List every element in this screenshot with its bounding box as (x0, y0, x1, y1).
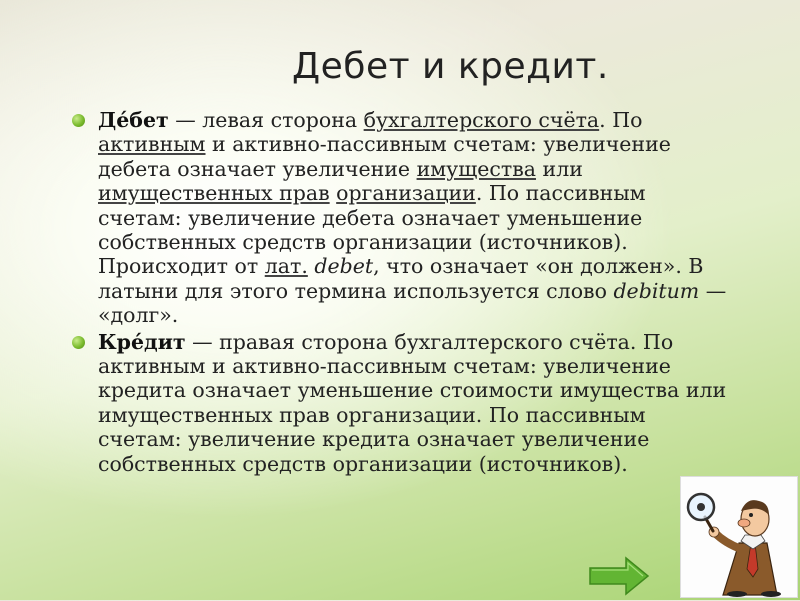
bullet-icon (72, 114, 85, 127)
latin-debitum: debitum (613, 278, 700, 303)
bullet-credit (72, 330, 732, 476)
debit-text: или (536, 156, 583, 181)
link-property[interactable]: имущества (416, 156, 537, 181)
term-debit: Де́бет (98, 108, 169, 132)
latin-debet: debet (314, 254, 374, 279)
link-accounting-account[interactable]: бухгалтерского счёта (363, 108, 600, 132)
link-latin[interactable]: лат. (264, 254, 308, 279)
slide-title: Дебет и кредит. (292, 46, 609, 87)
debit-text: — левая сторона (168, 108, 364, 132)
link-organization[interactable]: организации (336, 181, 476, 206)
debit-text: , что означает «он должен». В латыни для этого термина используется слово (98, 254, 704, 303)
next-slide-button[interactable] (588, 556, 650, 596)
bullet-debit (72, 108, 732, 328)
link-active[interactable]: активным (98, 132, 206, 157)
debit-text: — «долг». (98, 278, 727, 328)
bullet-icon (72, 336, 85, 349)
term-credit: Кре́дит (98, 329, 186, 354)
cartoon-detective-illustration (680, 476, 798, 598)
credit-text: — правая сторона бухгалтерского счёта. По активным и активно-пассивным счетам: увеличение кредита означает уменьшение стоимости имущества или имущественных прав организации. По пассивным счетам: увеличение кредита означает увеличение собственных средств организации (источников). (98, 329, 727, 476)
slide-body (72, 108, 732, 478)
debit-text: . По пассивным счетам: увеличение дебета означает уменьшение собственных средств организации (источников). Происходит от (98, 181, 646, 279)
green-arrow-right-icon (588, 556, 650, 596)
debit-text: и активно-пассивным счетам: увеличение дебета означает увеличение (98, 132, 671, 181)
detective-magnifier-icon (681, 477, 797, 597)
link-property-rights[interactable]: имущественных прав (98, 181, 330, 206)
debit-text: . По (599, 108, 643, 132)
